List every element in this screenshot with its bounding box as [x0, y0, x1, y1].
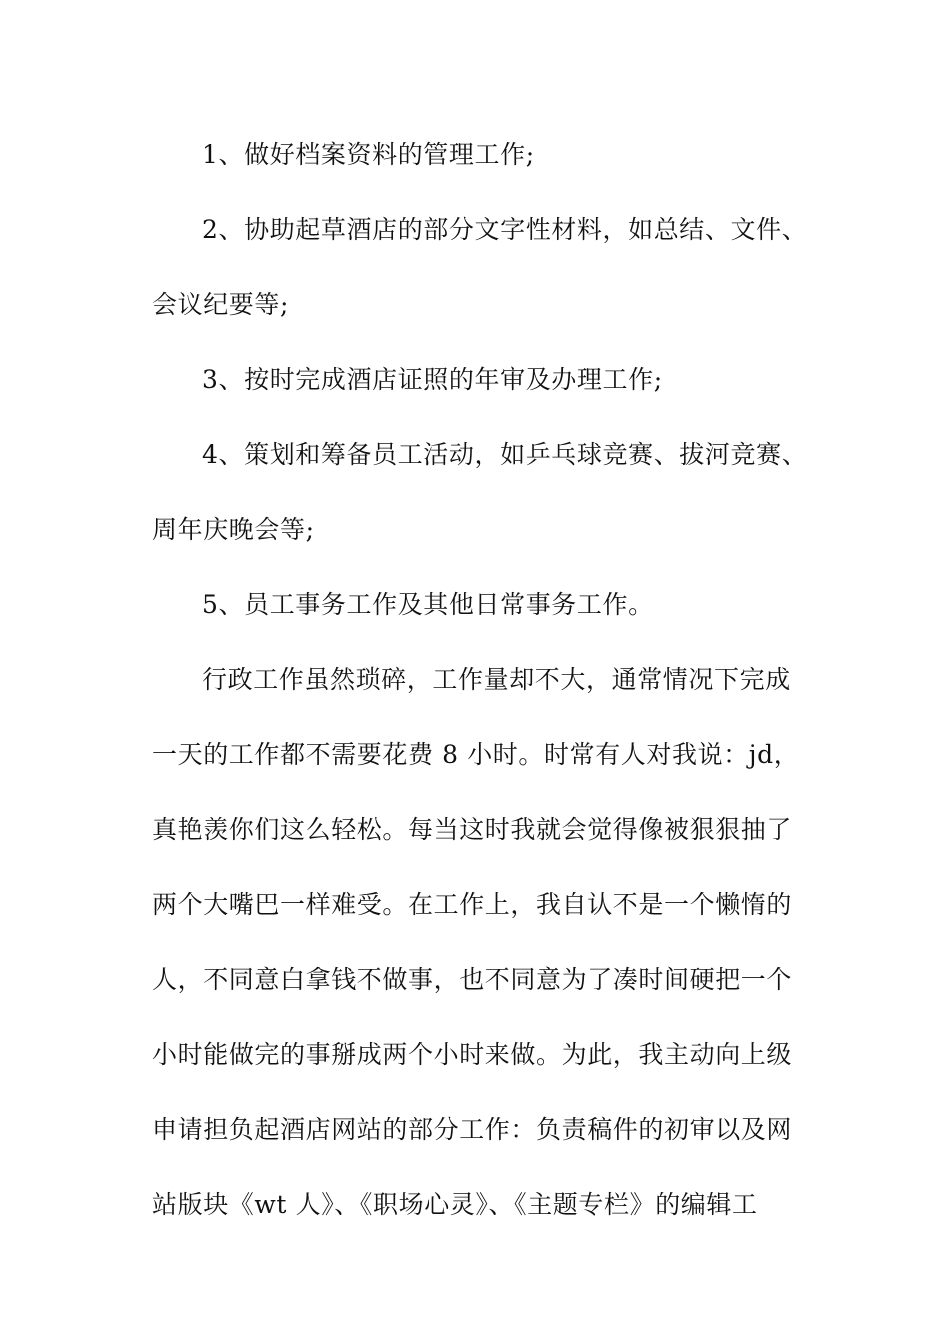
list-item-2-line-1: 2、协助起草酒店的部分文字性材料，如总结、文件、	[202, 215, 808, 244]
list-item-2-line-2: 会议纪要等;	[152, 290, 290, 319]
document-body	[152, 117, 808, 1242]
paragraph-line-5: 人，不同意白拿钱不做事，也不同意为了凑时间硬把一个	[152, 965, 793, 994]
paragraph-line-8: 站版块《wt 人》、《职场心灵》、《主题专栏》的编辑工	[152, 1190, 758, 1219]
paragraph-line-2: 一天的工作都不需要花费 8 小时。时常有人对我说：jd，	[152, 740, 800, 769]
list-item-5: 5、员工事务工作及其他日常事务工作。	[202, 590, 654, 619]
paragraph-line-3: 真艳羡你们这么轻松。每当这时我就会觉得像被狠狠抽了	[152, 815, 793, 844]
paragraph-line-6: 小时能做完的事掰成两个小时来做。为此，我主动向上级	[152, 1040, 793, 1069]
paragraph-line-7: 申请担负起酒店网站的部分工作：负责稿件的初审以及网	[152, 1115, 793, 1144]
paragraph-line-1: 行政工作虽然琐碎，工作量却不大，通常情况下完成	[202, 665, 791, 694]
list-item-4-line-2: 周年庆晚会等;	[152, 515, 315, 544]
paragraph-line-4: 两个大嘴巴一样难受。在工作上，我自认不是一个懒惰的	[152, 890, 793, 919]
list-item-3: 3、按时完成酒店证照的年审及办理工作;	[202, 365, 663, 394]
list-item-4-line-1: 4、策划和筹备员工活动，如乒乓球竞赛、拔河竞赛、	[202, 440, 808, 469]
list-item-1: 1、做好档案资料的管理工作;	[202, 140, 535, 169]
